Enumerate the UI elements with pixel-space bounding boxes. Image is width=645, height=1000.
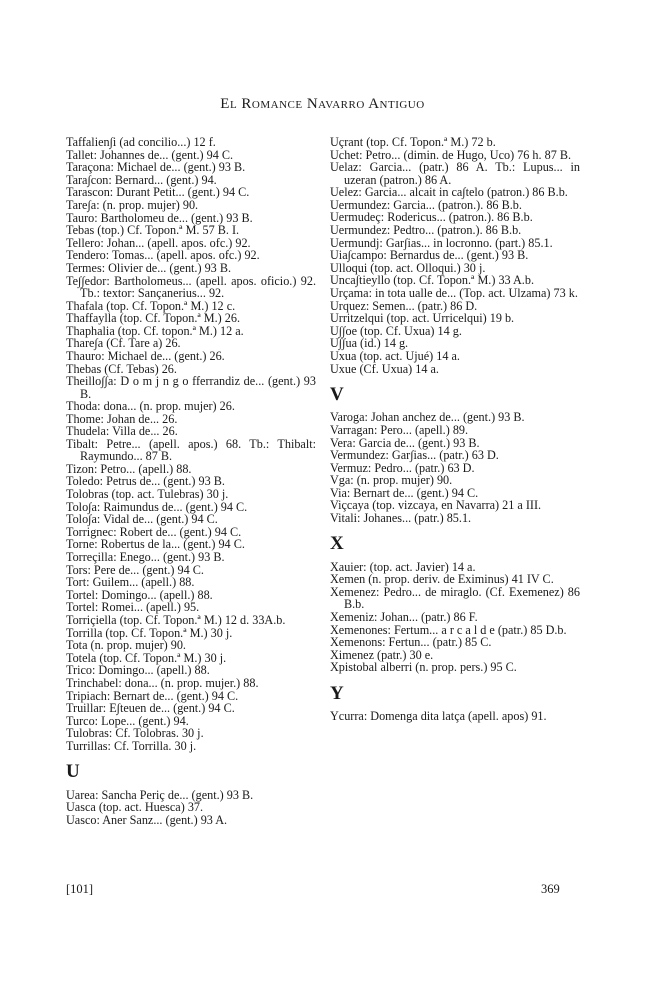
index-entry: Xpistobal alberri (n. prop. pers.) 95 C. bbox=[330, 660, 517, 675]
index-entry: Turrillas: Cf. Torrilla. 30 j. bbox=[66, 738, 197, 753]
index-entry: Tors: Pere de... (gent.) 94 C. bbox=[66, 562, 204, 577]
index-entry: Vga: (n. prop. mujer) 90. bbox=[330, 473, 453, 488]
index-entry: Tarascon: Durant Petit... (gent.) 94 C. bbox=[66, 185, 250, 200]
index-entry: Tolo∫a: Raimundus de... (gent.) 94 C. bbox=[66, 499, 248, 514]
index-entry: Tulobras: Cf. Tolobras. 30 j. bbox=[66, 726, 204, 741]
index-entry: Tota (n. prop. mujer) 90. bbox=[66, 638, 186, 653]
index-entry: Thoda: dona... (n. prop. mujer) 26. bbox=[66, 399, 235, 414]
index-entry: Vitali: Johanes... (patr.) 85.1. bbox=[330, 511, 472, 526]
section-letter: X bbox=[330, 533, 344, 555]
index-entry: Ulloqui (top. act. Olloqui.) 30 j. bbox=[330, 260, 486, 275]
index-entry: Vera: Garcia de... (gent.) 93 B. bbox=[330, 435, 480, 450]
index-entry: Xauier: (top. act. Javier) 14 a. bbox=[330, 559, 476, 574]
index-entry: Thaffaylla (top. Cf. Topon.ª M.) 26. bbox=[66, 311, 241, 326]
index-entry: Torreçilla: Enego... (gent.) 93 B. bbox=[66, 550, 225, 565]
index-entry: Tauro: Bartholomeu de... (gent.) 93 B. bbox=[66, 210, 253, 225]
page-number: 369 bbox=[541, 882, 560, 896]
index-entry: Thare∫a (Cf. Tare a) 26. bbox=[66, 336, 181, 351]
index-entry: Termes: Olivier de... (gent.) 93 B. bbox=[66, 260, 231, 275]
index-entry: Totela (top. Cf. Topon.ª M.) 30 j. bbox=[66, 650, 227, 665]
index-entry: U∫∫ua (id.) 14 g. bbox=[330, 336, 409, 351]
index-entry: Thebas (Cf. Tebas) 26. bbox=[66, 361, 177, 376]
index-entry: Tripiach: Bernart de... (gent.) 94 C. bbox=[66, 688, 239, 703]
index-entry: Uermundez: Garcia... (patron.). 86 B.b. bbox=[330, 197, 522, 212]
index-entry: Uxua (top. act. Ujué) 14 a. bbox=[330, 348, 460, 363]
index-entry: Uasco: Aner Sanz... (gent.) 93 A. bbox=[66, 812, 228, 827]
index-entry: Uelaz: Garcia... (patr.) 86 A. Tb.: Lupus... in uzeran (patron.) 86 A. bbox=[330, 160, 580, 187]
index-entry: Tara∫con: Bernard... (gent.) 94. bbox=[66, 172, 217, 187]
index-entry: Torne: Robertus de la... (gent.) 94 C. bbox=[66, 537, 245, 552]
index-entry: Vermuz: Pedro... (patr.) 63 D. bbox=[330, 460, 475, 475]
index-entry: Truillar: E∫teuen de... (gent.) 94 C. bbox=[66, 701, 235, 716]
index-entry: Tellero: Johan... (apell. apos. ofc.) 92. bbox=[66, 235, 251, 250]
index-entry: Xemenones: Fertum... a r c a l d e (patr.) 85 D.b. bbox=[330, 622, 567, 637]
index-entry: U∫∫oe (top. Cf. Uxua) 14 g. bbox=[330, 323, 462, 338]
index-entry: Uermundez: Pedtro... (patron.). 86 B.b. bbox=[330, 222, 522, 237]
index-entry: Uçrant (top. Cf. Topon.ª M.) 72 b. bbox=[330, 135, 496, 149]
left-column bbox=[66, 136, 316, 827]
index-entry: Varoga: Johan anchez de... (gent.) 93 B. bbox=[330, 410, 525, 425]
section-letter: Y bbox=[330, 682, 344, 704]
index-entry: Tebas (top.) Cf. Topon.ª M. 57 B. I. bbox=[66, 223, 240, 238]
index-entry: Varragan: Pero... (apell.) 89. bbox=[330, 422, 469, 437]
section-letter: V bbox=[330, 383, 344, 405]
index-entry: Theillo∫∫a: D o m j n g o fferrandiz de... (gent.) 93 B. bbox=[66, 374, 316, 401]
index-entry: Tolo∫a: Vidal de... (gent.) 94 C. bbox=[66, 512, 218, 527]
index-entry: Tolobras (top. act. Tulebras) 30 j. bbox=[66, 487, 229, 502]
index-entry: Uermundj: Gar∫ias... in locronno. (part.) 85.1. bbox=[330, 235, 553, 250]
index-entry: Via: Bernart de... (gent.) 94 C. bbox=[330, 485, 479, 500]
index-entry: Toledo: Petrus de... (gent.) 93 B. bbox=[66, 474, 225, 489]
index-entry: Tibalt: Petre... (apell. apos.) 68. Tb.: Thibalt: Raymundo... 87 B. bbox=[66, 436, 316, 464]
index-entry: Torrilla (top. Cf. Topon.ª M.) 30 j. bbox=[66, 625, 233, 640]
index-entry: Trinchabel: dona... (n. prop. mujer.) 88. bbox=[66, 675, 259, 690]
index-entry: Xemenez: Pedro... de miraglo. (Cf. Exemenez) 86 B.b. bbox=[330, 585, 580, 612]
index-entry: Tizon: Petro... (apell.) 88. bbox=[66, 461, 192, 476]
index-entry: Thaphalia (top. Cf. topon.ª M.) 12 a. bbox=[66, 323, 244, 338]
index-entry: Te∫∫edor: Bartholomeus... (apell. apos. oficio.) 92. Tb.: textor: Sançanerius... 92. bbox=[66, 273, 316, 300]
index-entry: Viçcaya (top. vizcaya, en Navarra) 21 a III. bbox=[330, 498, 542, 513]
running-header: El Romance Navarro Antiguo bbox=[220, 96, 425, 112]
index-entry: Tort: Guilem... (apell.) 88. bbox=[66, 575, 195, 590]
index-entry: Tortel: Domingo... (apell.) 88. bbox=[66, 587, 213, 602]
index-entry: Tare∫a: (n. prop. mujer) 90. bbox=[66, 197, 199, 212]
index-entry: Taffalien∫i (ad concilio...) 12 f. bbox=[66, 135, 216, 149]
index-entry: Tallet: Johannes de... (gent.) 94 C. bbox=[66, 147, 234, 162]
index-entry: Urçama: in tota ualle de... (Top. act. Ulzama) 73 k. bbox=[330, 285, 578, 300]
section-letter: U bbox=[66, 761, 80, 783]
index-entry: Uia∫campo: Bernardus de... (gent.) 93 B. bbox=[330, 248, 529, 263]
index-entry: Taraçona: Michael de... (gent.) 93 B. bbox=[66, 160, 246, 175]
index-entry: Tortel: Romei... (apell.) 95. bbox=[66, 600, 200, 615]
index-entry: Uarea: Sancha Periç de... (gent.) 93 B. bbox=[66, 787, 254, 802]
index-entry: Thome: Johan de... 26. bbox=[66, 411, 178, 426]
index-entry: Torrignec: Robert de... (gent.) 94 C. bbox=[66, 524, 242, 539]
index-entry: Tendero: Tomas... (apell. apos. ofc.) 92. bbox=[66, 248, 260, 263]
footer-bracket-number: [101] bbox=[66, 882, 94, 896]
index-entry: Thauro: Michael de... (gent.) 26. bbox=[66, 348, 225, 363]
index-entry: Uxue (Cf. Uxua) 14 a. bbox=[330, 361, 439, 376]
index-entry: Thafala (top. Cf. Topon.ª M.) 12 c. bbox=[66, 298, 236, 313]
index-entry: Turco: Lope... (gent.) 94. bbox=[66, 713, 189, 728]
index-entry: Xemeniz: Johan... (patr.) 86 F. bbox=[330, 610, 478, 625]
index-entry: Uelez: Garcia... alcait in ca∫telo (patron.) 86 B.b. bbox=[330, 185, 568, 200]
index-entry: Torriçiella (top. Cf. Topon.ª M.) 12 d. 33A.b. bbox=[66, 613, 286, 627]
index-entry: Uasca (top. act. Huesca) 37. bbox=[66, 800, 204, 815]
index-entry: Urquez: Semen... (patr.) 86 D. bbox=[330, 298, 478, 313]
index-entry: Unca∫tieyllo (top. Cf. Topon.ª M.) 33 A.b. bbox=[330, 273, 534, 288]
index-entry: Ycurra: Domenga dita latça (apell. apos) 91. bbox=[330, 709, 547, 724]
right-column bbox=[330, 136, 580, 723]
index-entry: Xemen (n. prop. deriv. de Eximinus) 41 IV C. bbox=[330, 572, 554, 587]
index-entry: Ximenez (patr.) 30 e. bbox=[330, 647, 434, 662]
index-entry: Trico: Domingo... (apell.) 88. bbox=[66, 663, 210, 678]
index-entry: Xemenons: Fertun... (patr.) 85 C. bbox=[330, 635, 492, 650]
index-entry: Vermundez: Gar∫ias... (patr.) 63 D. bbox=[330, 448, 499, 463]
index-entry: Thudela: Villa de... 26. bbox=[66, 424, 178, 439]
index-entry: Uermudeç: Rodericus... (patron.). 86 B.b. bbox=[330, 210, 533, 225]
index-entry: Uchet: Petro... (dimin. de Hugo, Uco) 76 h. 87 B. bbox=[330, 147, 572, 162]
index-entry: Urritzelqui (top. act. Urricelqui) 19 b. bbox=[330, 311, 515, 326]
